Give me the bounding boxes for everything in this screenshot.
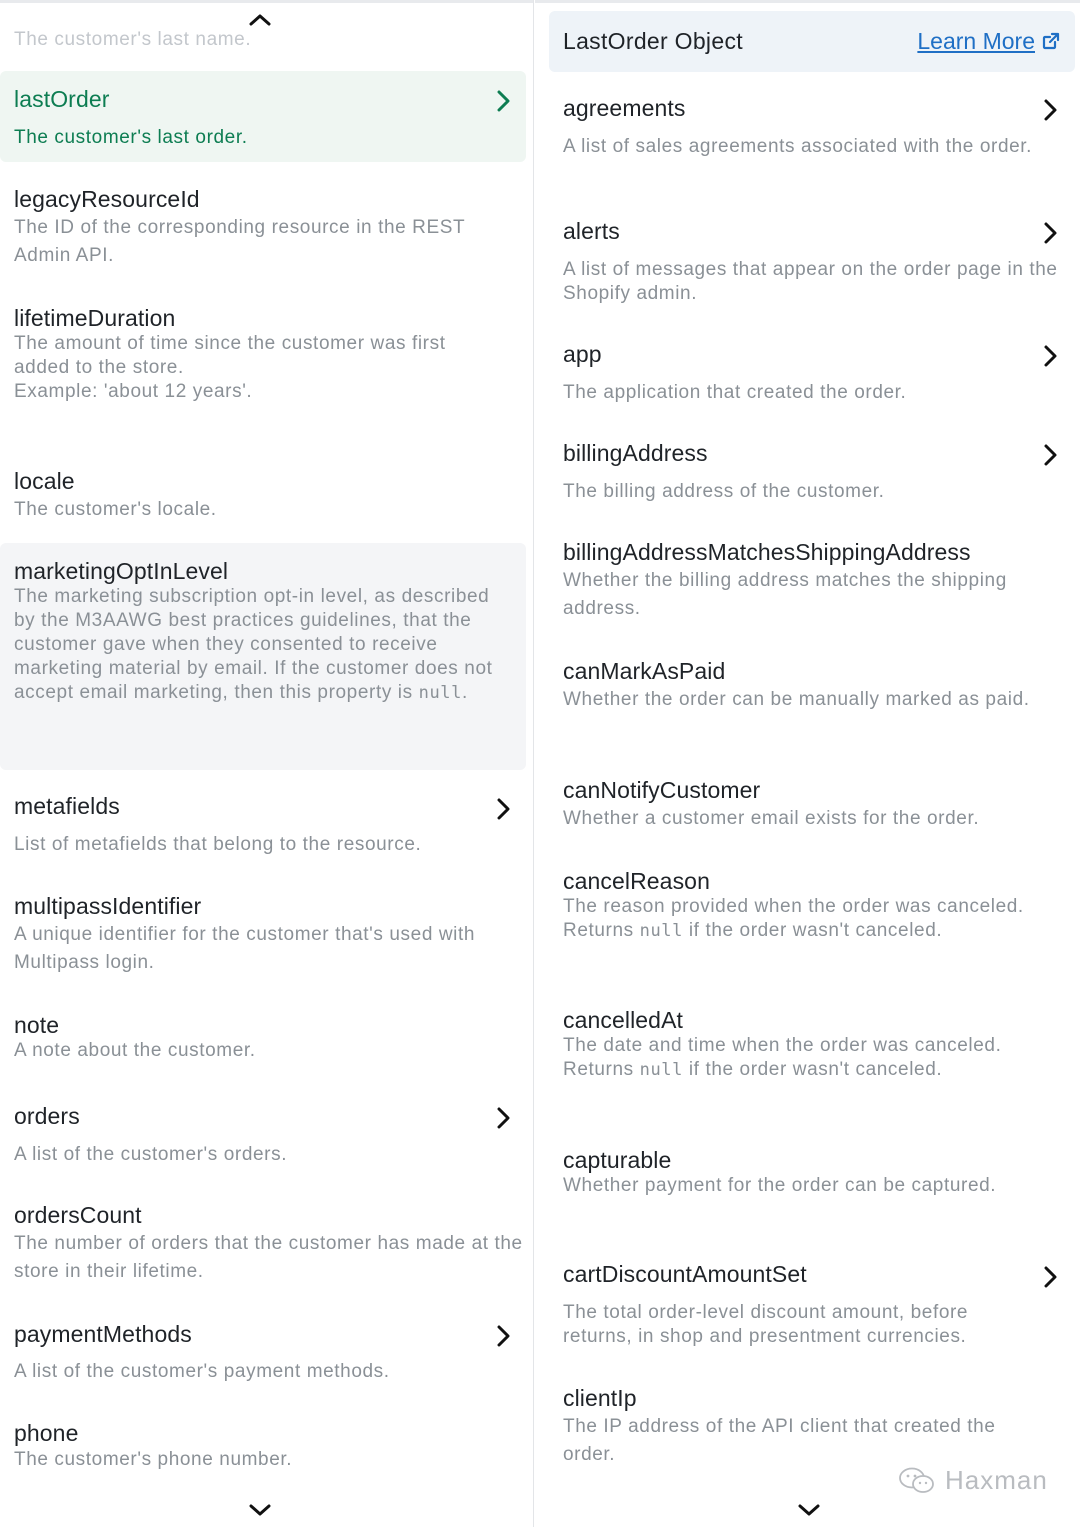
field-desc: The date and time when the order was canceled. [563,1035,1002,1056]
field-row-capturable[interactable] [563,1146,1073,1198]
field-desc: The reason provided when the order was canceled. [563,896,1024,917]
external-link-icon [1041,31,1061,51]
field-desc: The customer's last order. [14,127,248,148]
chevron-down-icon [796,1500,822,1520]
field-row-lastOrder[interactable] [0,71,526,162]
field-row-ordersCount[interactable] [14,1201,524,1286]
scroll-up-button[interactable] [247,10,273,30]
returns-text: Returns [563,920,634,941]
field-name: note [14,1012,60,1038]
customer-fields-panel [0,0,534,1527]
field-name: ordersCount [14,1202,142,1228]
field-desc: Whether the billing address matches the shipping address. [563,570,1007,619]
field-desc: The IP address of the API client that created the order. [563,1416,996,1465]
chevron-right-icon[interactable] [1038,343,1064,369]
field-name: billingAddressMatchesShippingAddress [563,539,971,565]
field-desc: A list of the customer's payment methods. [14,1361,390,1382]
lastorder-object-panel [535,0,1080,1527]
field-row-locale[interactable] [14,467,524,522]
field-desc: Whether the order can be manually marked as paid. [563,689,1030,710]
field-desc: The amount of time since the customer was first added to the store. [14,333,446,378]
field-row-multipassIdentifier[interactable] [14,892,529,977]
returns-text: Returns [563,1059,634,1080]
field-desc: The ID of the corresponding resource in the REST Admin API. [14,217,465,266]
field-desc: Whether a customer email exists for the order. [563,808,980,829]
field-name: canNotifyCustomer [563,777,761,803]
field-desc: A list of sales agreements associated with the order. [563,136,1033,157]
field-row-clientIp[interactable] [563,1384,1068,1469]
field-name: app [563,341,602,367]
panel-top-border [535,0,1080,3]
panel-top-border [0,0,533,3]
field-row-canNotifyCustomer[interactable] [563,776,1068,831]
field-desc: The total order-level discount amount, before returns, in shop and presentment currencies. [563,1302,969,1347]
field-name: alerts [563,218,620,244]
field-name: locale [14,468,75,494]
chevron-right-icon[interactable] [491,1105,517,1131]
object-title: LastOrder Object [563,28,743,54]
field-row-cartDiscountAmountSet[interactable] [563,1260,1063,1349]
field-name: capturable [563,1147,672,1173]
field-desc-text: The marketing subscription opt-in level, as described by the M3AAWG best practices guidelines, that the customer gave when they consented to receive marketing material by email. If the customer does not accept email marketing, then this property is [14,586,493,703]
field-desc: Whether payment for the order can be captured. [563,1175,997,1196]
field-desc: A note about the customer. [14,1040,256,1061]
chevron-right-icon[interactable] [1038,220,1064,246]
object-header [549,11,1075,72]
field-name: cancelledAt [563,1007,684,1033]
field-desc: The application that created the order. [563,382,907,403]
field-row-cancelReason[interactable] [563,867,1073,943]
field-name: phone [14,1420,79,1446]
field-name: orders [14,1103,80,1129]
null-code: null [639,921,683,941]
chevron-right-icon[interactable] [491,1323,517,1349]
learn-more-link[interactable] [917,27,1061,55]
field-row-orders[interactable] [14,1102,524,1167]
field-name: canMarkAsPaid [563,658,726,684]
field-row-legacyResourceId[interactable] [14,185,524,270]
null-code: null [418,683,462,703]
field-desc-example: Example: 'about 12 years'. [14,381,253,402]
field-row-lifetimeDuration[interactable] [14,304,524,404]
null-code: null [639,1060,683,1080]
watermark-text: Haxman [945,1465,1048,1495]
learn-more-label: Learn More [917,28,1035,54]
field-row-paymentMethods[interactable] [14,1320,524,1384]
field-name: multipassIdentifier [14,893,202,919]
field-name: legacyResourceId [14,186,200,212]
field-name: clientIp [563,1385,637,1411]
field-name: agreements [563,95,686,121]
field-name: paymentMethods [14,1321,192,1347]
field-desc-returns [563,919,1073,943]
field-name: lifetimeDuration [14,305,176,331]
field-desc: A list of messages that appear on the order page in the Shopify admin. [563,259,1058,304]
field-row-note[interactable] [14,1011,524,1063]
field-name: lastOrder [14,86,110,112]
field-name: billingAddress [563,440,708,466]
chevron-right-icon[interactable] [491,88,517,114]
wechat-icon [897,1466,937,1496]
field-name: metafields [14,793,120,819]
returns-text-end: if the order wasn't canceled. [688,920,943,941]
chevron-right-icon[interactable] [1038,1264,1064,1290]
watermark [897,1465,1048,1496]
field-row-billingAddress[interactable] [563,439,1063,504]
field-desc-end: . [461,682,468,703]
field-row-alerts[interactable] [563,217,1068,306]
field-desc: A list of the customer's orders. [14,1144,288,1165]
field-desc: List of metafields that belong to the resource. [14,834,422,855]
field-row-metafields[interactable] [14,792,524,857]
field-desc: The customer's locale. [14,499,217,520]
field-name: marketingOptInLevel [14,558,229,584]
scroll-down-button[interactable] [796,1500,822,1520]
field-row-billingAddressMatchesShippingAddress[interactable] [563,538,1068,623]
chevron-right-icon[interactable] [1038,442,1064,468]
field-desc: The customer's phone number. [14,1449,293,1470]
chevron-right-icon[interactable] [1038,97,1064,123]
field-row-canMarkAsPaid[interactable] [563,657,1068,714]
field-desc: The billing address of the customer. [563,481,885,502]
field-row-marketingOptInLevel[interactable] [0,543,526,770]
field-name: cancelReason [563,868,710,894]
chevron-right-icon[interactable] [491,796,517,822]
field-row-agreements[interactable] [563,94,1063,159]
field-desc: The number of orders that the customer has made at the store in their lifetime. [14,1233,523,1282]
chevron-up-icon [247,10,273,30]
field-row-app[interactable] [563,340,1063,405]
field-desc [14,585,509,705]
field-row-phone[interactable] [14,1419,524,1472]
scroll-down-button[interactable] [247,1500,273,1520]
field-name: cartDiscountAmountSet [563,1261,807,1287]
field-desc: A unique identifier for the customer that's used with Multipass login. [14,924,476,973]
field-desc-returns [563,1058,1073,1082]
chevron-down-icon [247,1500,273,1520]
returns-text-end: if the order wasn't canceled. [688,1059,943,1080]
faded-field-desc: The customer's last name. [14,29,252,50]
field-row-cancelledAt[interactable] [563,1006,1073,1082]
